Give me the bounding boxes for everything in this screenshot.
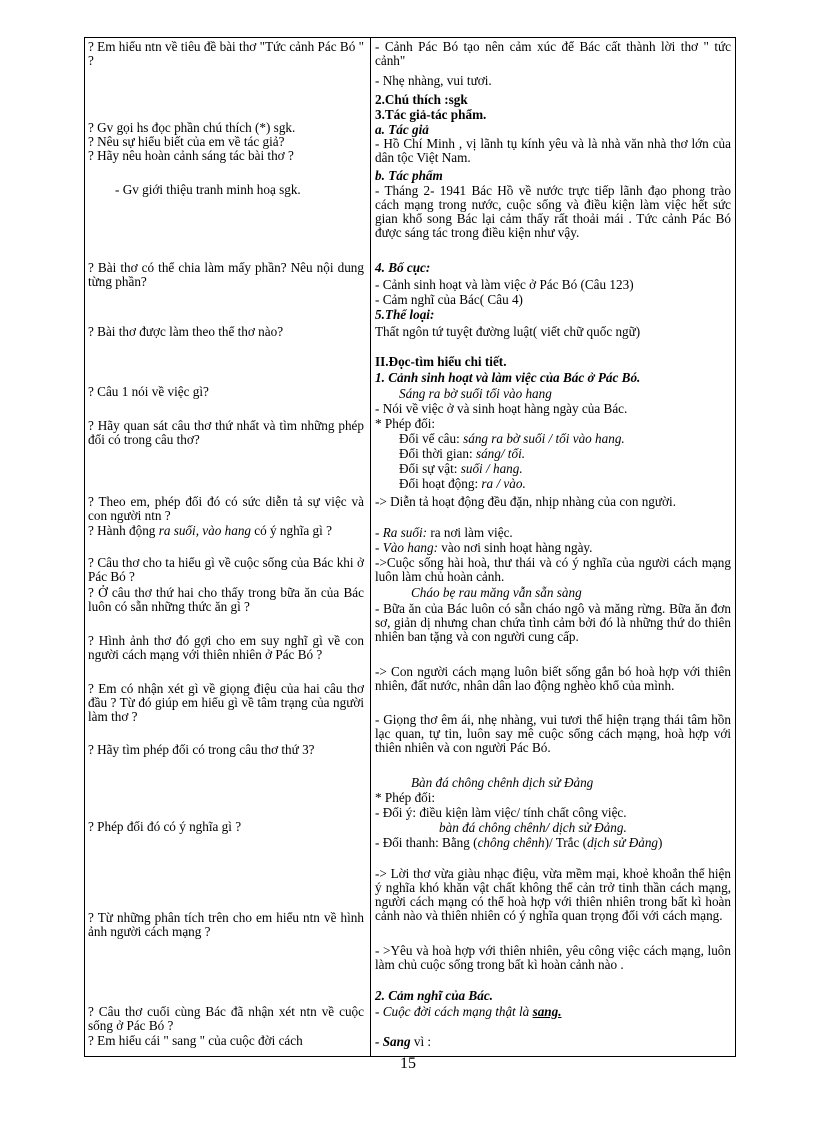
answer-text: - >Yêu và hoà hợp với thiên nhiên, yêu công việc cách mạng, luôn làm chủ cuộc sống trong bất kì hoàn cảnh nào . bbox=[375, 943, 731, 972]
poem-line: Bàn đá chông chênh dịch sử Đảng bbox=[411, 775, 594, 790]
question: ? Hình ảnh thơ đó gợi cho em suy nghĩ gì về con người cách mạng với thiên nhiên ở Pác Bó ? bbox=[88, 633, 364, 662]
poem-line: Cháo bẹ rau măng vẫn sẵn sàng bbox=[411, 585, 582, 600]
question: ? Hành động ra suối, vào hang có ý nghĩa gì ? bbox=[88, 523, 332, 538]
question: ? Từ những phân tích trên cho em hiểu ntn về hình ảnh người cách mạng ? bbox=[88, 910, 364, 939]
answer-text: - Đối ý: điều kiện làm việc/ tính chất công việc. bbox=[375, 805, 627, 820]
question: ? Phép đối đó có ý nghĩa gì ? bbox=[88, 819, 242, 834]
teacher-note: - Gv giới thiệu tranh minh hoạ sgk. bbox=[115, 182, 301, 197]
question: ? Em có nhận xét gì về giọng điệu của hai câu thơ đầu ? Từ đó giúp em hiểu gì về tâm trạng của người làm thơ ? bbox=[88, 681, 364, 724]
answer-text: -> Diễn tả hoạt động đều đặn, nhịp nhàng của con người. bbox=[375, 494, 676, 509]
question: ? Nêu sự hiểu biết của em về tác giả? bbox=[88, 134, 285, 149]
subsection-heading: 5.Thể loại: bbox=[375, 307, 435, 322]
subsection-heading: 4. Bố cục: bbox=[375, 260, 431, 275]
answer-text: - Bữa ăn của Bác luôn có sẵn cháo ngô và măng rừng. Bữa ăn đơn sơ, giản dị nhưng chan chứa tình cảm bởi đó là những thứ do thiên nhiên ban tặng và con người cung cấp. bbox=[375, 601, 731, 644]
subsection-heading: a. Tác giả bbox=[375, 122, 429, 137]
answer-text: -> Lời thơ vừa giàu nhạc điệu, vừa mềm mại, khoẻ khoắn thể hiện ý nghĩa khó khăn vật chất không thể cản trở tinh thần cách mạng, người cách mạng có thể hoà hợp với thiên nhiên trong bất kì hoàn cảnh nào và thiên nhiên có ý nghĩa quan trọng đối với cách mạng. bbox=[375, 866, 731, 923]
answer-text: - Cuộc đời cách mạng thật là sang. bbox=[375, 1004, 562, 1019]
column-divider bbox=[370, 38, 371, 1056]
page-number: 15 bbox=[400, 1055, 416, 1072]
answer-text: - Cảnh sinh hoạt và làm việc ở Pác Bó (Câu 123) bbox=[375, 277, 634, 292]
question: ? Theo em, phép đối đó có sức diễn tả sự việc và con người ntn ? bbox=[88, 494, 364, 523]
answer-text: bàn đá chông chênh/ dịch sử Đảng. bbox=[439, 820, 627, 835]
subsection-heading: 2. Cảm nghĩ của Bác. bbox=[375, 988, 493, 1003]
two-column-table bbox=[84, 37, 736, 1057]
question: ? Hãy quan sát câu thơ thứ nhất và tìm những phép đối có trong câu thơ? bbox=[88, 418, 364, 447]
poem-line: Sáng ra bờ suối tối vào hang bbox=[399, 386, 552, 401]
question: ? Câu thơ cho ta hiểu gì về cuộc sống của Bác khi ở Pác Bó ? bbox=[88, 555, 364, 584]
answer-text: - Cảm nghĩ của Bác( Câu 4) bbox=[375, 292, 523, 307]
section-heading: 2.Chú thích :sgk bbox=[375, 92, 468, 107]
answer-text: - Đối thanh: Bằng (chông chênh)/ Trắc (dịch sử Đảng) bbox=[375, 835, 663, 850]
answer-text: Thất ngôn tứ tuyệt đường luật( viết chữ quốc ngữ) bbox=[375, 324, 641, 339]
answer-text: Đối thời gian: sáng/ tối. bbox=[399, 446, 526, 461]
answer-text: Đối sự vật: suối / hang. bbox=[399, 461, 523, 476]
question: ? Hãy nêu hoàn cảnh sáng tác bài thơ ? bbox=[88, 148, 294, 163]
question: ? Bài thơ có thể chia làm mấy phần? Nêu nội dung từng phần? bbox=[88, 260, 364, 289]
answer-text: -> Con người cách mạng luôn biết sống gắn bó hoà hợp với thiên nhiên, đất nước, nhân dân lao động nghèo khổ của mình. bbox=[375, 664, 731, 693]
answer-text: - Hồ Chí Minh , vị lãnh tụ kính yêu và là nhà văn nhà thơ lớn của dân tộc Việt Nam. bbox=[375, 136, 731, 165]
answer-text: Đối vế câu: sáng ra bờ suối / tối vào hang. bbox=[399, 431, 625, 446]
section-heading: II.Đọc-tìm hiểu chi tiết. bbox=[375, 354, 507, 369]
question: ? Câu thơ cuối cùng Bác đã nhận xét ntn về cuộc sống ở Pác Bó ? bbox=[88, 1004, 364, 1033]
answer-text: - Nhẹ nhàng, vui tươi. bbox=[375, 73, 492, 88]
answer-text: - Sang vì : bbox=[375, 1034, 432, 1049]
answer-text: - Tháng 2- 1941 Bác Hồ về nước trực tiếp lãnh đạo phong trào cách mạng trong nước, cuộc sống và điều kiện làm việc hết sức gian khổ song Bác lại cảm thấy rất thoải mái . Tức cảnh Pác Bó được sáng tác trong điều kiện như vậy. bbox=[375, 183, 731, 240]
answer-text: Đối hoạt động: ra / vào. bbox=[399, 476, 526, 491]
answer-text: - Vào hang: vào nơi sinh hoạt hàng ngày. bbox=[375, 540, 593, 555]
question: ? Em hiểu ntn về tiêu đề bài thơ "Tức cảnh Pác Bó " ? bbox=[88, 39, 364, 68]
answer-text: - Ra suối: ra nơi làm việc. bbox=[375, 525, 513, 540]
question: ? Ở câu thơ thứ hai cho thấy trong bữa ăn của Bác luôn có sẵn những thức ăn gì ? bbox=[88, 585, 364, 614]
subsection-heading: b. Tác phẩm bbox=[375, 168, 443, 183]
answer-text: - Nói về việc ở và sinh hoạt hàng ngày của Bác. bbox=[375, 401, 628, 416]
question: ? Em hiểu cái " sang " của cuộc đời cách bbox=[88, 1034, 303, 1048]
answer-text: - Cảnh Pác Bó tạo nên cảm xúc để Bác cất thành lời thơ " tức cảnh" bbox=[375, 39, 731, 68]
answer-text: * Phép đối: bbox=[375, 790, 436, 805]
question: ? Gv gọi hs đọc phần chú thích (*) sgk. bbox=[88, 120, 296, 135]
question: ? Hãy tìm phép đối có trong câu thơ thứ 3? bbox=[88, 742, 315, 757]
answer-text: * Phép đối: bbox=[375, 416, 436, 431]
question: ? Bài thơ được làm theo thể thơ nào? bbox=[88, 324, 284, 339]
answer-text: - Giọng thơ êm ái, nhẹ nhàng, vui tươi thể hiện trạng thái tâm hồn lạc quan, tự tin, luôn say mê cuộc sống cách mạng, hoà hợp với thiên nhiên và con người Pác Bó. bbox=[375, 712, 731, 755]
subsection-heading: 1. Cảnh sinh hoạt và làm việc của Bác ở Pác Bó. bbox=[375, 370, 641, 385]
question: ? Câu 1 nói về việc gì? bbox=[88, 384, 209, 399]
section-heading: 3.Tác giả-tác phẩm. bbox=[375, 107, 487, 122]
answer-text: ->Cuộc sống hài hoà, thư thái và có ý nghĩa của người cách mạng luôn làm chủ hoàn cảnh. bbox=[375, 555, 731, 584]
